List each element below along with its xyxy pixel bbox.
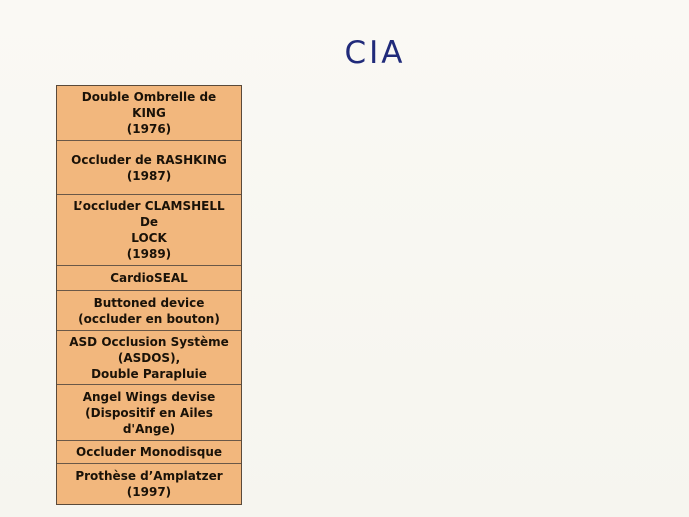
device-row-monodisque: Occluder Monodisque [57,441,241,464]
device-row-king: Double Ombrelle de KING (1976) [57,86,241,141]
device-row-amplatzer: Prothèse d’Amplatzer (1997) [75,469,223,499]
device-row-angel-wings: Angel Wings devise (Dispositif en Ailes d'Ange) [57,385,241,441]
device-row-clamshell: L’occluder CLAMSHELL De LOCK (1989) [57,195,241,266]
device-row-buttoned: Buttoned device (occluder en bouton) [57,291,241,331]
slide-title: CIA [344,35,406,71]
device-row-cardioseal: CardioSEAL [57,266,241,291]
device-table [56,85,242,505]
device-row-rashking: Occluder de RASHKING (1987) [57,141,241,195]
device-row-asdos: ASD Occlusion Système (ASDOS), Double Parapluie [57,331,241,385]
